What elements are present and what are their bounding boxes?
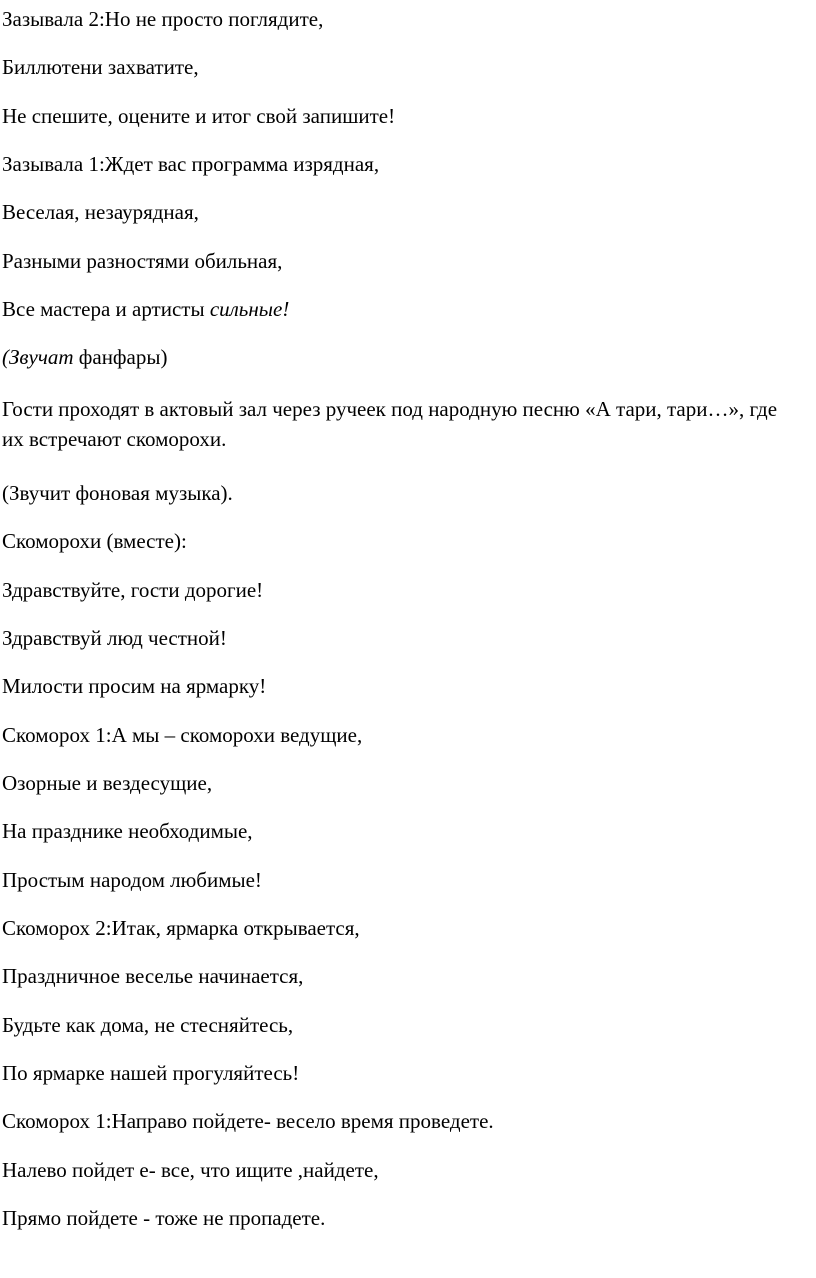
text-line-20: Праздничное веселье начинается, [2, 964, 304, 988]
text-line-5: Веселая, незаурядная, [2, 200, 199, 224]
text-line-19: Скоморох 2:Итак, ярмарка открывается, [2, 916, 360, 940]
text-line-2: Биллютени захватите, [2, 55, 199, 79]
text-line-25: Прямо пойдете - тоже не пропадете. [2, 1206, 326, 1230]
text-line-15: Скоморох 1:А мы – скоморохи ведущие, [2, 723, 363, 747]
text-line-22: По ярмарке нашей прогуляйтесь! [2, 1061, 300, 1085]
text-line-23: Скоморох 1:Направо пойдете- весело время проведете. [2, 1109, 494, 1133]
text-line-7-italic: сильные! [209, 297, 290, 321]
text-paragraph-9: Гости проходят в актовый зал через ручеек под народную песню «А тари, тари…», где их встречают скоморохи. [2, 397, 778, 451]
text-line-6: Разными разностями обильная, [2, 249, 283, 273]
text-line-18: Простым народом любимые! [2, 868, 262, 892]
text-line-12: Здравствуйте, гости дорогие! [2, 578, 264, 602]
text-line-16: Озорные и вездесущие, [2, 771, 213, 795]
text-line-13: Здравствуй люд честной! [2, 626, 227, 650]
text-line-4: Зазывала 1:Ждет вас программа изрядная, [2, 152, 380, 176]
text-line-24: Налево пойдет е- все, что ищите ,найдете, [2, 1158, 379, 1182]
text-line-10: (Звучит фоновая музыка). [2, 481, 233, 505]
text-line-17: На празднике необходимые, [2, 819, 253, 843]
text-line-7-regular: Все мастера и артисты [2, 297, 210, 321]
text-line-14: Милости просим на ярмарку! [2, 674, 267, 698]
text-line-8-italic: (Звучат [2, 345, 74, 369]
text-line-3: Не спешите, оцените и итог свой запишите! [2, 104, 396, 128]
text-line-1: Зазывала 2:Но не просто поглядите, [2, 7, 324, 31]
text-line-21: Будьте как дома, не стесняйтесь, [2, 1013, 294, 1037]
text-line-8-regular: фанфары) [73, 345, 168, 369]
text-line-7 [2, 294, 810, 324]
text-line-11: Скоморохи (вместе): [2, 529, 187, 553]
text-line-8 [2, 342, 810, 372]
